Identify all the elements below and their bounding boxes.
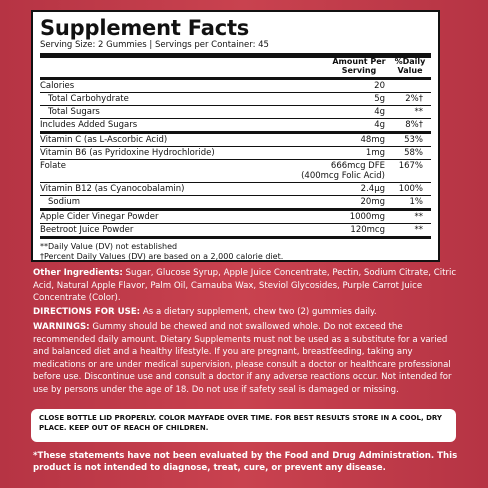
facts-row [40,196,431,211]
nutrient-name: Sodium [48,197,81,207]
caution-box: CLOSE BOTTLE LID PROPERLY. COLOR MAYFADE OVER TIME. FOR BEST RESULTS STORE IN A COOL, DRY PLACE. KEEP OUT OF REACH OF CHILDREN. [31,409,456,442]
nutrient-amount-detail: (400mcg Folic Acid) [301,171,385,181]
nutrient-dv: 167% [398,161,423,171]
other-ingredients [33,267,458,305]
dv-header: %Daily Value [394,57,426,75]
nutrient-amount: 4g [374,107,385,117]
nutrient-dv: 1% [409,197,423,207]
nutrient-dv: 2%† [405,94,423,104]
nutrient-name: Vitamin C (as L-Ascorbic Acid) [40,135,168,145]
other-ingredients-text: Sugar, Glucose Syrup, Apple Juice Concentrate, Pectin, Sodium Citrate, Citric Acid, Natural Apple Flavor, Palm Oil, Carnauba Wax, Steviol Glycosides, Purple Carrot Juice Concentrate (Color). [33,268,457,304]
nutrient-dv [389,81,431,91]
facts-row [40,160,431,183]
nutrient-name: Total Sugars [48,107,100,117]
facts-row [40,106,431,119]
nutrient-name: Folate [40,161,66,171]
supplement-facts-panel [31,10,440,262]
warnings-text: Gummy should be chewed and not swallowed whole. Do not exceed the recommended daily amount. Dietary Supplements must not be used as a substitute for a varied and balanced diet and a healthy lifestyle. If you are pregnant, breastfeeding, taking any medications or are under medical supervision, please consult a doctor or healthcare professional before use. Discontinue use and consult a doctor if any adverse reactions occur. Not intended for use by persons under the age of 18. Do not use if safety seal is damaged or missing. [33,322,452,395]
facts-title: Supplement Facts [40,16,250,40]
amount-header: Amount Per Serving [332,57,386,75]
facts-row [40,224,431,239]
nutrient-name: Includes Added Sugars [40,120,138,130]
nutrient-amount-group [279,161,389,181]
facts-row [40,119,431,134]
nutrient-dv: 58% [404,148,423,158]
nutrient-dv: 8%† [405,120,423,130]
fda-disclaimer: *These statements have not been evaluated by the Food and Drug Administration. This product is not intended to diagnose, treat, cure, or prevent any disease. [33,451,458,473]
nutrient-dv: 100% [398,184,423,194]
facts-row [40,80,431,93]
nutrient-dv: ** [414,107,423,117]
nutrient-name: Apple Cider Vinegar Powder [40,212,159,222]
nutrient-amount: 120mcg [350,225,385,235]
nutrient-name: Vitamin B6 (as Pyridoxine Hydrochloride) [40,148,215,158]
facts-row [40,93,431,106]
nutrient-amount: 1000mg [349,212,385,222]
warnings [33,321,458,397]
other-ingredients-label: Other Ingredients: [33,268,123,278]
nutrient-amount: 5g [374,94,385,104]
facts-row [40,134,431,147]
nutrient-amount: 4g [374,120,385,130]
nutrient-dv: 53% [404,135,423,145]
nutrient-amount: 2.4µg [360,184,385,194]
directions [33,306,458,319]
nutrient-dv: ** [414,212,423,222]
nutrient-amount: 48mg [360,135,385,145]
nutrient-name: Total Carbohydrate [48,94,129,104]
directions-label: DIRECTIONS FOR USE: [33,307,141,317]
nutrient-amount: 1mg [365,148,385,158]
facts-notes [40,239,431,262]
nutrient-amount: 20mg [360,197,385,207]
nutrient-amount: 20 [374,81,385,91]
nutrient-name: Beetroot Juice Powder [40,225,134,235]
nutrient-name: Calories [40,81,75,91]
calorie-diet-note: †Percent Daily Values (DV) are based on a 2,000 calorie diet. [40,252,284,261]
nutrient-name: Vitamin B12 (as Cyanocobalamin) [40,184,185,194]
nutrient-dv: ** [414,225,423,235]
facts-row [40,211,431,224]
dv-not-established-note: **Daily Value (DV) not established [40,242,178,251]
directions-text: As a dietary supplement, chew two (2) gummies daily. [140,307,377,317]
facts-row [40,183,431,196]
nutrient-amount: 666mcg DFE [330,161,385,171]
warnings-label: WARNINGS: [33,322,90,332]
facts-header [40,58,431,80]
facts-row [40,147,431,160]
serving-size: Serving Size: 2 Gummies | Servings per Container: 45 [40,40,431,58]
